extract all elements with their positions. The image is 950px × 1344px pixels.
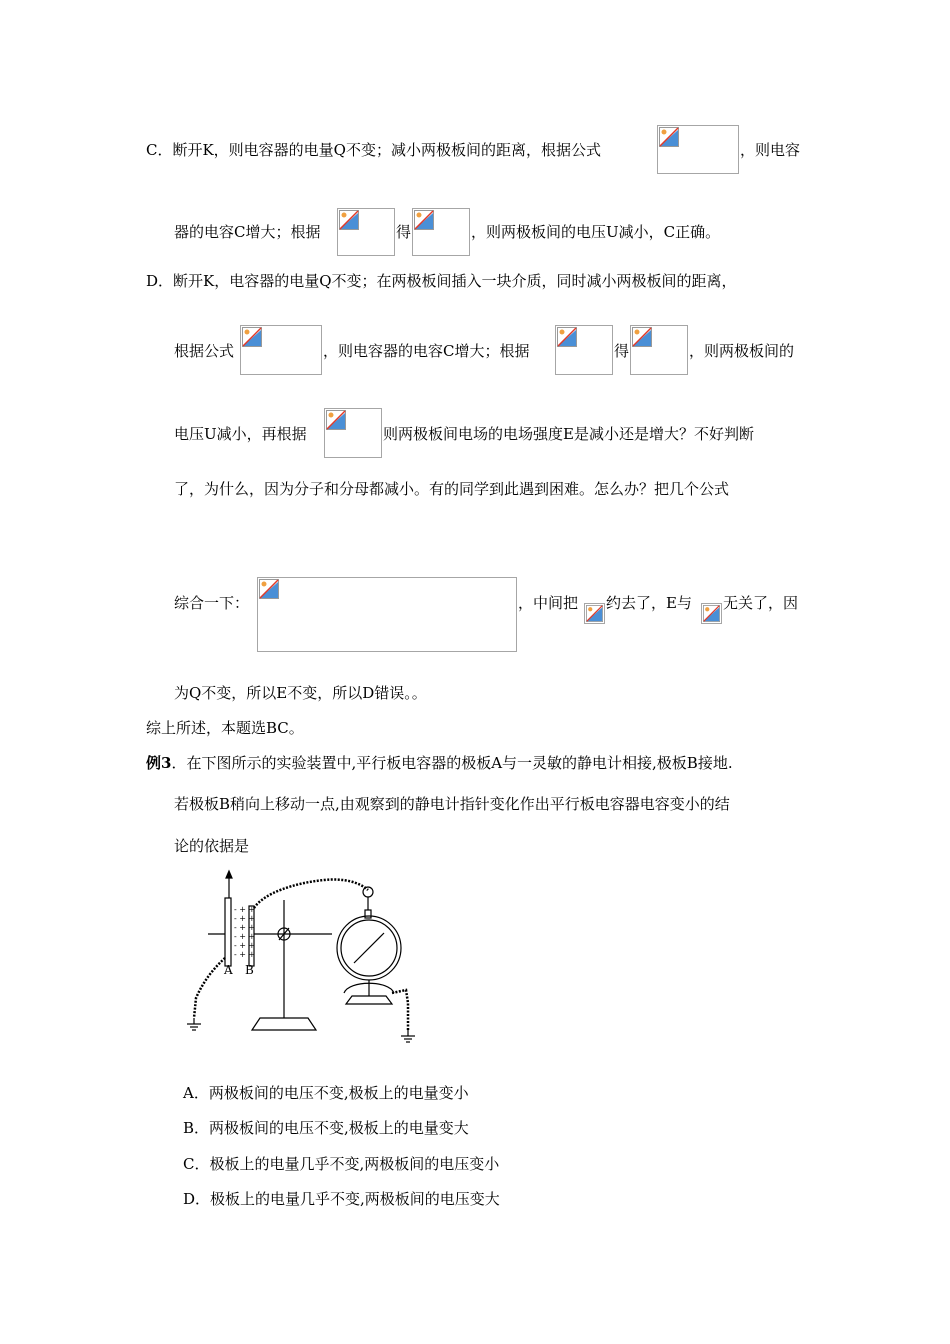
stand-base: [252, 1018, 316, 1030]
formula-image-placeholder: [584, 603, 605, 624]
option-d-line-2-de: 得: [614, 342, 630, 360]
svg-text:- + +: - + +: [234, 950, 256, 959]
label-b: B: [245, 963, 254, 977]
formula-image-placeholder: [701, 603, 722, 624]
svg-text:- + +: - + +: [234, 923, 256, 932]
option-d-line-3-end: 则两极板间电场的电场强度E是减小还是增大？不好判断: [383, 425, 754, 443]
broken-image-icon: [659, 127, 679, 147]
example-3-line-2: 若极板B稍向上移动一点,由观察到的静电计指针变化作出平行板电容器电容变小的结: [174, 795, 730, 813]
option-d-line-5-mid: ，中间把: [518, 594, 579, 612]
option-d-line-5: 综合一下：: [174, 594, 250, 612]
capacitor-electrometer-diagram: [184, 868, 434, 1048]
option-d-line-2: 根据公式: [174, 342, 235, 360]
svg-text:- + +: - + +: [234, 941, 256, 950]
formula-image-placeholder: [324, 408, 382, 458]
broken-image-icon: [259, 579, 279, 599]
option-d-line-5-end: 无关了，因: [723, 594, 799, 612]
formula-image-placeholder: [337, 208, 395, 256]
example-3-option-c: C．极板上的电量几乎不变,两极板间的电压变小: [183, 1155, 500, 1173]
broken-image-icon: [414, 210, 434, 230]
example-3-option-d: D．极板上的电量几乎不变,两极板间的电压变大: [183, 1190, 500, 1208]
formula-image-placeholder: [412, 208, 470, 256]
broken-image-icon: [326, 410, 346, 430]
option-c-line-1: C．断开K，则电容器的电量Q不变；减小两极板间的距离，根据公式: [146, 141, 601, 159]
option-c-line-1-end: ，则电容: [740, 141, 801, 159]
summary-line: 综上所述，本题选BC。: [146, 719, 304, 737]
option-d-line-1: D．断开K，电容器的电量Q不变；在两极板间插入一块介质，同时减小两极板间的距离，: [146, 272, 737, 290]
example-3-line-3: 论的依据是: [174, 837, 250, 855]
formula-image-placeholder: [630, 325, 688, 375]
broken-image-icon: [557, 327, 577, 347]
broken-image-icon: [632, 327, 652, 347]
svg-text:- + +: - + +: [234, 914, 256, 923]
label-a: A: [224, 963, 233, 977]
svg-text:- + +: - + +: [234, 932, 256, 941]
option-c-line-2: 器的电容C增大；根据: [174, 223, 321, 241]
option-d-line-2-mid: ，则电容器的电容C增大；根据: [323, 342, 530, 360]
option-c-line-2-de: 得: [396, 223, 412, 241]
electrometer-base: [346, 996, 392, 1004]
option-d-line-5-mid2: 约去了，E与: [606, 594, 692, 612]
upward-arrow-head: [226, 871, 232, 878]
option-c-line-2-end: ，则两极板间的电压U减小，C正确。: [471, 223, 721, 241]
option-d-line-2-end: ，则两极板间的: [689, 342, 795, 360]
option-d-line-6: 为Q不变，所以E不变，所以D错误。。: [174, 684, 427, 702]
example-3-option-a: A．两极板间的电压不变,极板上的电量变小: [183, 1084, 469, 1102]
example-3-label: 例3: [146, 754, 172, 772]
plate-a: [225, 898, 231, 966]
svg-text:- + +: - + +: [234, 905, 256, 914]
example-3-line-1: [146, 753, 733, 773]
broken-image-icon: [586, 605, 603, 622]
electrometer-needle: [354, 933, 384, 963]
example-3-option-b: B．两极板间的电压不变,极板上的电量变大: [183, 1119, 469, 1137]
broken-image-icon: [339, 210, 359, 230]
broken-image-icon: [703, 605, 720, 622]
formula-image-placeholder: [257, 577, 517, 652]
option-d-line-4: 了，为什么，因为分子和分母都减小。有的同学到此遇到困难。怎么办？把几个公式: [174, 480, 730, 498]
formula-image-placeholder: [657, 125, 739, 174]
option-d-line-3: 电压U减小，再根据: [174, 425, 307, 443]
formula-image-placeholder: [555, 325, 613, 375]
broken-image-icon: [242, 327, 262, 347]
formula-image-placeholder: [240, 325, 322, 375]
example-3-question-text: ．在下图所示的实验装置中,平行板电容器的极板A与一灵敏的静电计相接,极板B接地.: [171, 754, 733, 772]
